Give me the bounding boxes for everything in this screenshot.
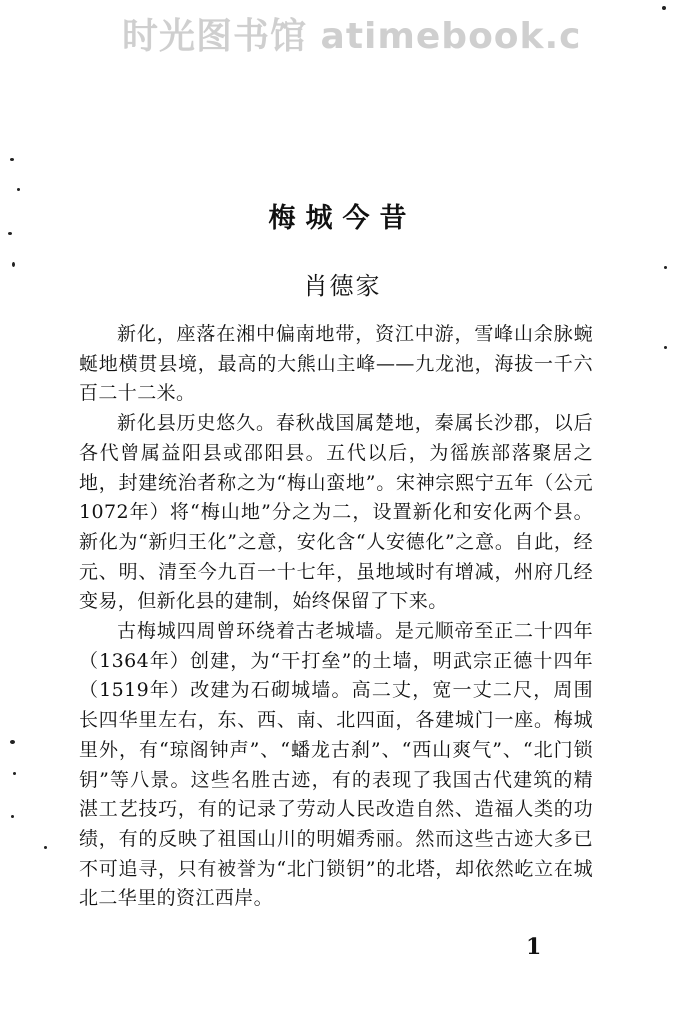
scan-speck — [664, 266, 667, 269]
article-author: 肖德家 — [303, 272, 382, 300]
scan-speck — [662, 6, 666, 10]
scan-speck — [664, 346, 667, 349]
paragraph-2: 新化县历史悠久。春秋战国属楚地，秦属长沙郡，以后各代曾属益阳县或邵阳县。五代以后，为徭族部落聚居之地，封建统治者称之为“梅山蛮地”。宋神宗熙宁五年（公元1072年）将“梅山地”分之为二，设置新化和安化两个县。新化为“新归王化”之意，安化含“人安德化”之意。自此，经元、明、清至今九百一十七年，虽地域时有增减，州府几经变易，但新化县的建制，始终保留了下来。 — [79, 412, 593, 613]
article-title: 梅城今昔 — [268, 203, 417, 234]
paragraph-1: 新化，座落在湘中偏南地带，资江中游，雪峰山余脉蜿蜒地横贯县境，最高的大熊山主峰——九龙池，海拔一千六百二十二米。 — [79, 323, 593, 405]
article-body — [79, 320, 593, 914]
scan-speck — [44, 846, 47, 849]
scan-speck — [10, 158, 14, 161]
scan-speck — [12, 262, 15, 267]
watermark: 时光图书馆 atimebook.c — [122, 16, 582, 57]
scan-speck — [10, 740, 15, 744]
page-number: 1 — [526, 934, 542, 960]
paragraph-3: 古梅城四周曾环绕着古老城墙。是元顺帝至正二十四年（1364年）创建，为“干打垒”的土墙，明武宗正德十四年（1519年）改建为石砌城墙。高二丈，宽一丈二尺，周围长四华里左右，东、西、南、北四面，各建城门一座。梅城里外，有“琼阁钟声”、“蟠龙古刹”、“西山爽气”、“北门锁钥”等八景。这些名胜古迹，有的表现了我国古代建筑的精湛工艺技巧，有的记录了劳动人民改造自然、造福人类的功绩，有的反映了祖国山川的明媚秀丽。然而这些古迹大多已不可追寻，只有被誉为“北门锁钥”的北塔，却依然屹立在城北二华里的资江西岸。 — [79, 620, 593, 910]
scan-speck — [8, 232, 12, 235]
scan-speck — [17, 188, 20, 191]
scan-speck — [11, 815, 14, 818]
scan-speck — [13, 772, 16, 775]
